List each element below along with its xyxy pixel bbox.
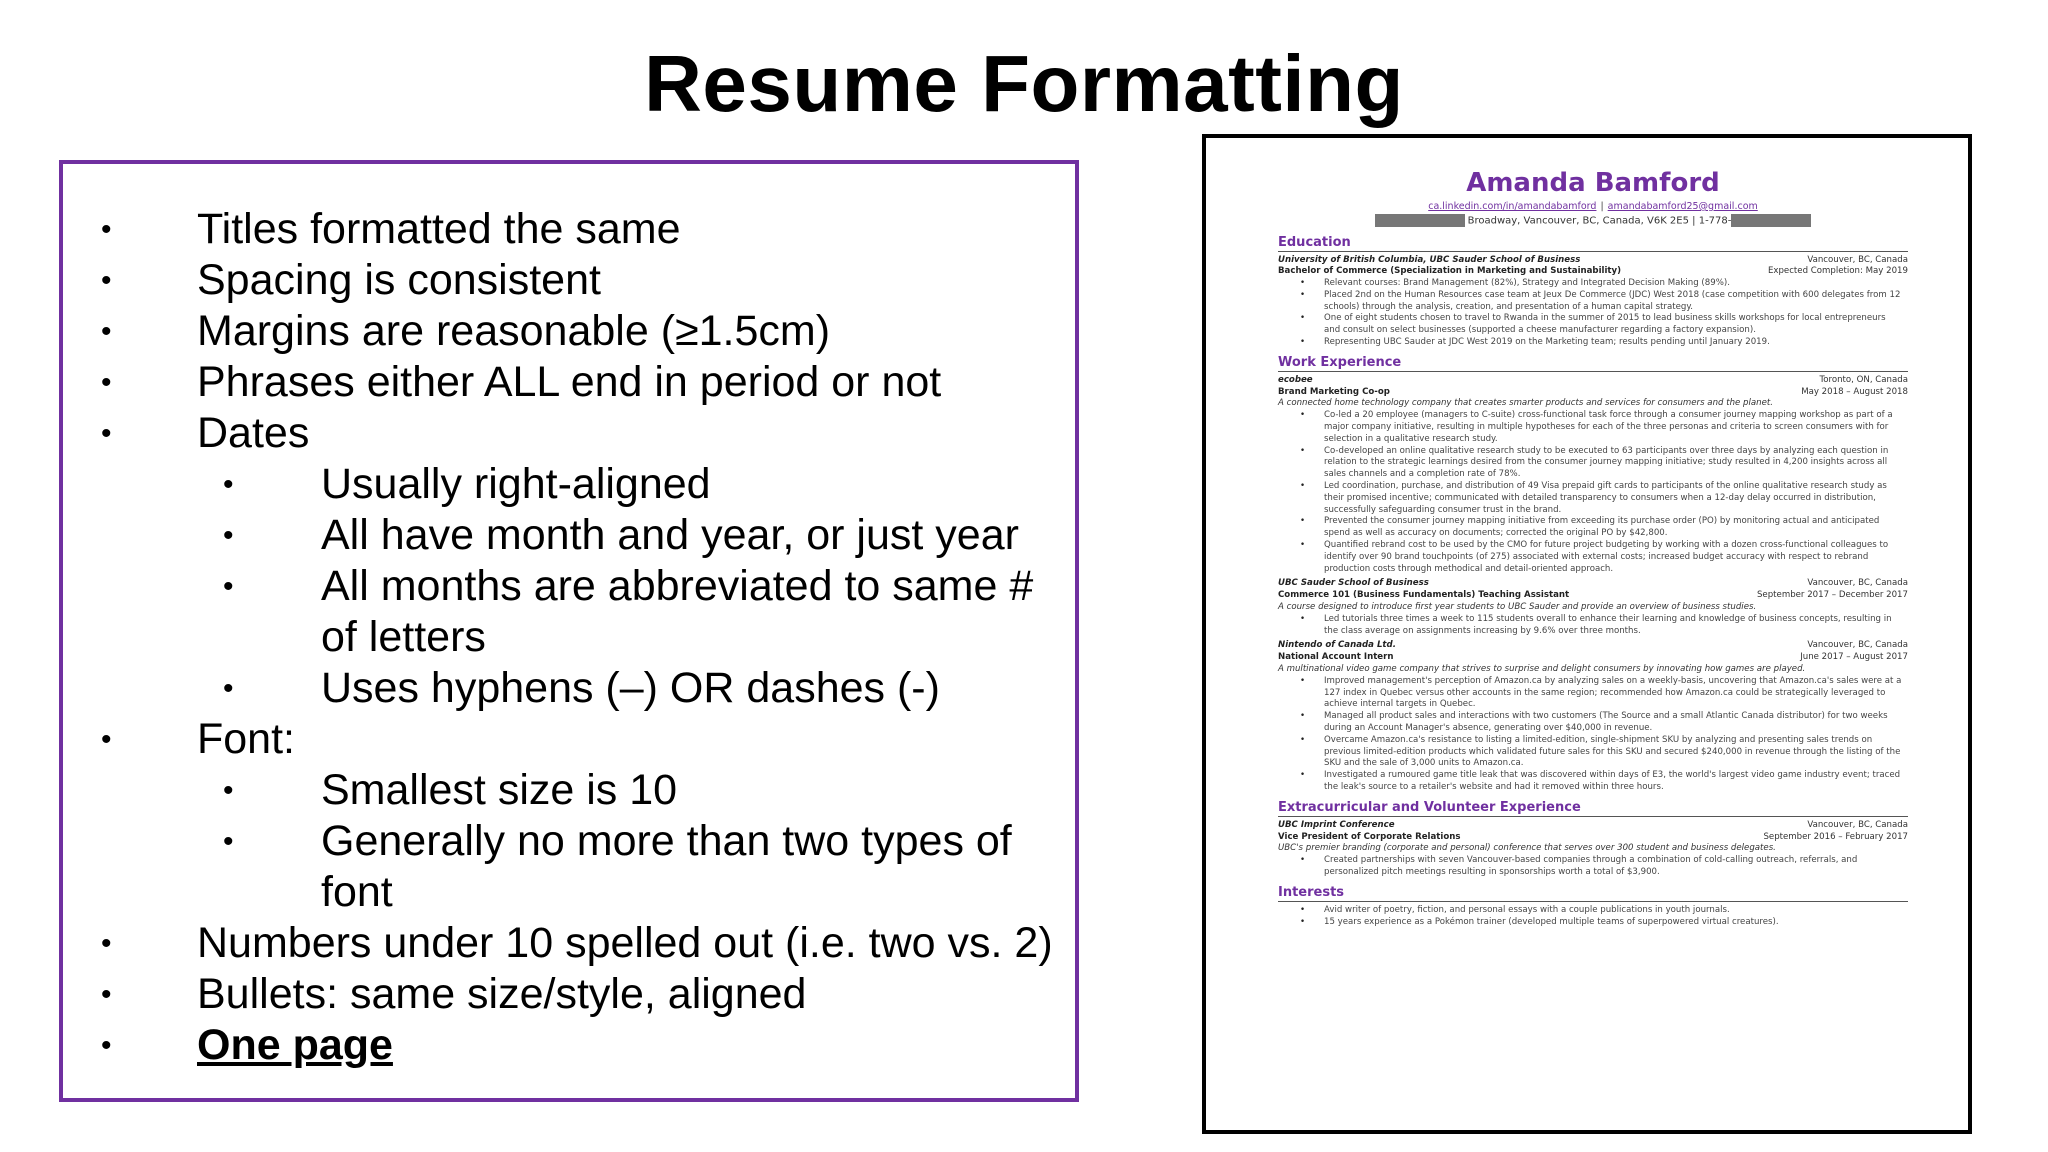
entry-organization: UBC Sauder School of Business <box>1278 578 1429 589</box>
resume-section-heading: Extracurricular and Volunteer Experience <box>1278 799 1908 817</box>
tip-text: Uses hyphens (–) OR dashes (-) <box>321 664 940 712</box>
entry-location: Toronto, ON, Canada <box>1819 374 1908 385</box>
tip-text: Numbers under 10 spelled out (i.e. two vs. 2) <box>197 919 1053 967</box>
entry-role-row <box>1278 387 1908 399</box>
entry-role-row <box>1278 832 1908 844</box>
entry-org-row <box>1278 578 1908 590</box>
resume-entry <box>1278 905 1908 929</box>
resume-entry <box>1278 820 1908 879</box>
bullet-icon: • <box>101 978 112 1011</box>
resume-entry <box>1278 255 1908 349</box>
tip-text: All months are abbreviated to same # of letters <box>321 562 1034 661</box>
entry-description: UBC's premier branding (corporate and personal) conference that serves over 300 student and business delegates. <box>1278 843 1776 854</box>
redaction-block <box>1375 214 1465 227</box>
entry-role: Vice President of Corporate Relations <box>1278 831 1461 842</box>
resume-name: Amanda Bamford <box>1466 168 1720 198</box>
tip-item <box>83 969 1055 1020</box>
bullet-icon: • <box>101 264 112 297</box>
entry-role-row <box>1278 590 1908 602</box>
entry-organization: Nintendo of Canada Ltd. <box>1278 640 1396 651</box>
tip-item <box>83 204 1055 255</box>
bullet-icon: • <box>101 213 112 246</box>
entry-bullet: • Prevented the consumer journey mapping initiative from exceeding its purchase order (PO) by monitoring actual and anticipated spend as well as accuracy on documents; corrected the original PO by $42,800. <box>1278 516 1908 540</box>
entry-bullet: • Led coordination, purchase, and distribution of 49 Visa prepaid gift cards to participants of the online qualitative research study as their promised incentive; communicated with detailed transparency to consumers when a 12-day delay occurred in distribution, successfully safeguarding consumer trust in the brand. <box>1278 481 1908 516</box>
resume-email-link[interactable]: amandabamford25@gmail.com <box>1607 201 1758 212</box>
bullet-icon: • <box>101 723 112 756</box>
entry-bullet: • Improved management's perception of Amazon.ca by analyzing sales on a weekly-basis, uncovering that Amazon.ca's sales were at a 127 index in Quebec versus other accounts in the same region; recommended how Amazon.ca could be strategically leveraged to achieve internal targets in Quebec. <box>1278 676 1908 711</box>
entry-bullet: • One of eight students chosen to travel to Rwanda in the summer of 2015 to lead business skills workshops for local entrepreneurs and consult on select businesses (supported a cheese manufacturer regarding a factory expansion). <box>1278 313 1908 337</box>
entry-bullet: • Overcame Amazon.ca's resistance to listing a limited-edition, single-shipment SKU by analyzing and presenting sales trends on previous limited-edition products which validated future sales for this SKU and secured $240,000 in revenue through the listing of the SKU and the sale of 3,000 units to Amazon.ca. <box>1278 735 1908 770</box>
bullet-icon: • <box>223 774 234 807</box>
tip-text: All have month and year, or just year <box>321 511 1019 559</box>
resume-section <box>1278 354 1908 794</box>
entry-role-row <box>1278 266 1908 278</box>
entry-location: Vancouver, BC, Canada <box>1807 254 1908 265</box>
entry-bullet: • Investigated a rumoured game title leak that was discovered within days of E3, the world's largest video game industry event; traced the leak's source to a retailer's website and had it removed within three hours. <box>1278 770 1908 794</box>
tip-item <box>83 510 1055 561</box>
resume-contact <box>1278 214 1908 229</box>
entry-dates: May 2018 – August 2018 <box>1801 386 1908 397</box>
resume-entry <box>1278 578 1908 637</box>
bullet-icon: • <box>101 315 112 348</box>
entry-bullet: • Avid writer of poetry, fiction, and personal essays with a couple publications in youth journals. <box>1278 905 1908 917</box>
resume-links <box>1278 200 1908 214</box>
entry-location: Vancouver, BC, Canada <box>1807 578 1908 589</box>
resume-entry <box>1278 640 1908 793</box>
redaction-block <box>1731 214 1811 227</box>
resume-section-heading: Education <box>1278 234 1908 252</box>
bullet-icon: • <box>101 927 112 960</box>
tip-item <box>83 408 1055 459</box>
entry-org-row <box>1278 640 1908 652</box>
bullet-icon: • <box>101 417 112 450</box>
resume-section <box>1278 884 1908 929</box>
entry-bullet: • Led tutorials three times a week to 115 students overall to enhance their learning and knowledge of business concepts, resulting in the class average on assignments increasing by 9.6% over three months. <box>1278 614 1908 638</box>
entry-bullet: • Managed all product sales and interactions with two customers (The Source and a small Atlantic Canada distributor) for two weeks during an Account Manager's absence, generating over $40,000 in revenue. <box>1278 711 1908 735</box>
bullet-icon: • <box>223 672 234 705</box>
entry-org-row <box>1278 820 1908 832</box>
tip-item <box>83 918 1055 969</box>
tip-text: One page <box>197 1021 393 1069</box>
tip-item <box>83 816 1055 918</box>
tip-item <box>83 255 1055 306</box>
formatting-tips-box <box>59 160 1079 1102</box>
tip-item <box>83 306 1055 357</box>
entry-location: Vancouver, BC, Canada <box>1807 819 1908 830</box>
entry-bullet: • Co-developed an online qualitative research study to be executed to 63 participants over three days by analyzing each question in relation to the strategic learnings desired from the consumer journey mapping initiative; study resulted in 4,200 insights across all sales channels and a completion rate of 78%. <box>1278 446 1908 481</box>
tip-text: Titles formatted the same <box>197 205 681 253</box>
entry-bullet: • Created partnerships with seven Vancouver-based companies through a combination of cold-calling outreach, referrals, and personalized pitch meetings resulting in sponsorships worth a total of $3,900. <box>1278 855 1908 879</box>
resume-sections <box>1278 234 1908 929</box>
entry-dates: June 2017 – August 2017 <box>1800 652 1908 663</box>
entry-bullet: • Co-led a 20 employee (managers to C-suite) cross-functional task force through a consumer journey mapping workshop as part of a major company initiative, resulting in multiple hypotheses for each of the three personas and criteria to screen consumers with for selection in a qualitative research study. <box>1278 410 1908 445</box>
resume-linkedin-link[interactable]: ca.linkedin.com/in/amandabamford <box>1428 201 1597 212</box>
tip-text: Bullets: same size/style, aligned <box>197 970 807 1018</box>
resume-address: Broadway, Vancouver, BC, Canada, V6K 2E5 | 1-778- <box>1467 215 1732 227</box>
entry-description: A course designed to introduce first year students to UBC Sauder and provide an overview of business studies. <box>1278 602 1757 613</box>
entry-role: National Account Intern <box>1278 652 1394 663</box>
entry-dates: September 2017 – December 2017 <box>1756 590 1908 601</box>
link-separator: | <box>1600 201 1604 212</box>
formatting-tips-list <box>83 204 1055 1071</box>
sample-resume <box>1278 166 1908 928</box>
bullet-icon: • <box>101 366 112 399</box>
resume-section-heading: Interests <box>1278 884 1908 902</box>
tip-text: Smallest size is 10 <box>321 766 678 814</box>
entry-bullet: • Representing UBC Sauder at JDC West 2019 on the Marketing team; results pending until January 2019. <box>1278 337 1908 349</box>
entry-bullet: • 15 years experience as a Pokémon trainer (developed multiple teams of superpowered virtual creatures). <box>1278 917 1908 929</box>
entry-org-row <box>1278 255 1908 267</box>
entry-role: Brand Marketing Co-op <box>1278 386 1390 397</box>
tip-text: Phrases either ALL end in period or not <box>197 358 942 406</box>
sample-resume-frame <box>1202 134 1972 1134</box>
entry-organization: University of British Columbia, UBC Sauder School of Business <box>1278 254 1581 265</box>
entry-dates: Expected Completion: May 2019 <box>1767 266 1908 277</box>
tip-item <box>83 714 1055 765</box>
tip-item <box>83 357 1055 408</box>
tip-text: Margins are reasonable (≥1.5cm) <box>197 307 831 355</box>
bullet-icon: • <box>223 519 234 552</box>
tip-item <box>83 1020 1055 1071</box>
resume-entry <box>1278 375 1908 576</box>
tip-text: Spacing is consistent <box>197 256 601 304</box>
tip-item <box>83 765 1055 816</box>
tip-text: Generally no more than two types of font <box>321 817 1012 916</box>
entry-role: Bachelor of Commerce (Specialization in Marketing and Sustainability) <box>1278 266 1622 277</box>
tip-text: Dates <box>197 409 310 457</box>
resume-section-heading: Work Experience <box>1278 354 1908 372</box>
entry-bullet: • Relevant courses: Brand Management (82%), Strategy and Integrated Decision Making (89%). <box>1278 278 1908 290</box>
bullet-icon: • <box>223 570 234 603</box>
entry-role-row <box>1278 652 1908 664</box>
entry-organization: ecobee <box>1278 374 1313 385</box>
slide-title: Resume Formatting <box>644 39 1404 128</box>
entry-bullet: • Quantified rebrand cost to be used by the CMO for future project budgeting by working with a dozen cross-functional colleagues to identify over 90 brand touchpoints (of 275) associated with external costs; increased budget accuracy with respect to rebrand production costs through methodical and detail-oriented approach. <box>1278 540 1908 575</box>
resume-section <box>1278 234 1908 349</box>
tip-item <box>83 459 1055 510</box>
tip-text: Usually right-aligned <box>321 460 711 508</box>
resume-section <box>1278 799 1908 879</box>
bullet-icon: • <box>223 468 234 501</box>
entry-bullet: • Placed 2nd on the Human Resources case team at Jeux De Commerce (JDC) West 2018 (case competition with 600 delegates from 12 schools) through the analysis, creation, and presentation of a human capital strategy. <box>1278 290 1908 314</box>
bullet-icon: • <box>101 1029 112 1062</box>
bullet-icon: • <box>223 825 234 858</box>
entry-organization: UBC Imprint Conference <box>1278 819 1395 830</box>
entry-location: Vancouver, BC, Canada <box>1807 640 1908 651</box>
entry-description: A multinational video game company that strives to surprise and delight consumers by innovating how games are played. <box>1278 664 1806 674</box>
entry-org-row <box>1278 375 1908 387</box>
entry-dates: September 2016 – February 2017 <box>1763 831 1908 842</box>
tip-text: Font: <box>197 715 295 763</box>
tip-item <box>83 561 1055 663</box>
entry-description: A connected home technology company that creates smarter products and services for consumers and the planet. <box>1278 398 1773 409</box>
tip-item <box>83 663 1055 714</box>
entry-role: Commerce 101 (Business Fundamentals) Teaching Assistant <box>1278 590 1570 601</box>
